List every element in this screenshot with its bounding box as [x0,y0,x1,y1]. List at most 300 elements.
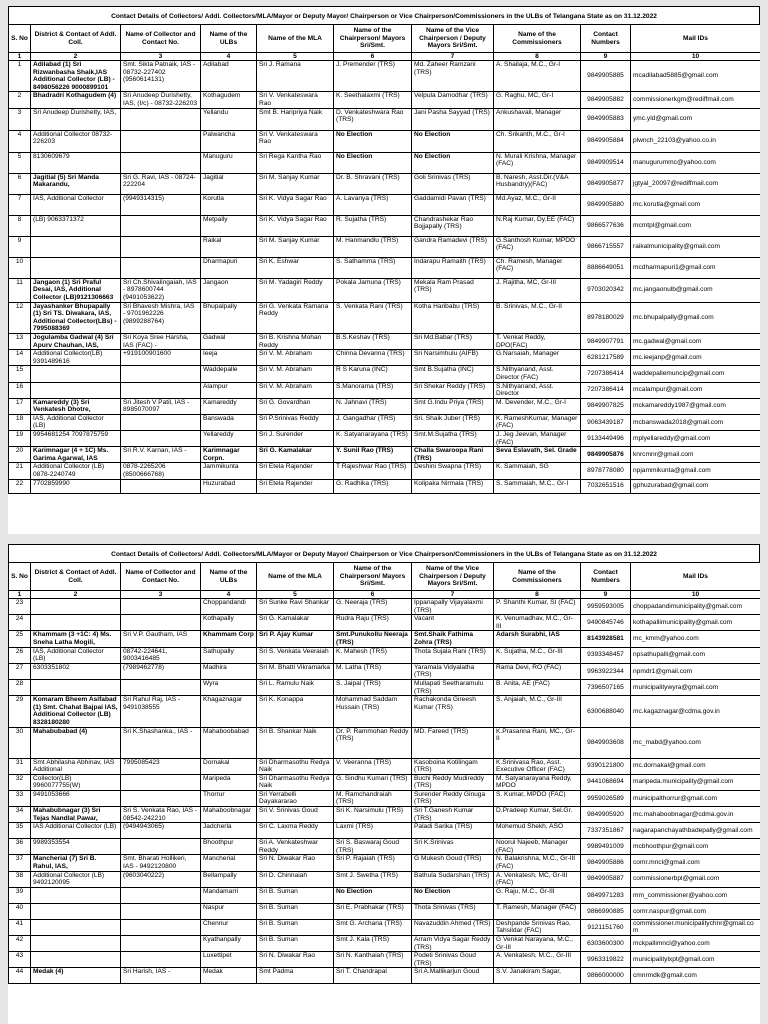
cell-chairperson: Mohammad Saddam Hussain (TRS) [334,696,412,727]
cell-s-no: 39 [9,887,31,903]
cell-vice-chairperson: Sri Shekar Reddy (TRS) [412,382,494,398]
cell-mail-id[interactable]: choppadandimunicipality@gmail.com [631,599,761,615]
cell-s-no: 33 [9,790,31,806]
header-contact-number: Contact Numbers [581,25,631,53]
cell-mail-id[interactable]: raikalmunicipality@gmail.com [631,236,761,257]
cell-mail-id[interactable]: commissionerkgm@rediffmail.com [631,92,761,108]
cell-collector: (9494943065) [121,823,201,839]
cell-commissioner: Adarsh Surabhi, IAS [494,631,581,647]
cell-chairperson: No Election [334,887,412,903]
header-mla-name: Name of the MLA [257,25,334,53]
cell-commissioner: Ch. Srikanth, M.C., Gr-I [494,130,581,152]
table-header [9,563,761,599]
cell-ulb-name: Metpally [201,215,257,236]
cell-mla-name: Smt B. Haripriya Naik [257,108,334,130]
column-number: 6 [334,591,412,599]
table-row [9,839,761,855]
cell-commissioner: M. Devender, M.C., Gr-I [494,398,581,414]
cell-ulb-name: Mahaboobnagar [201,807,257,823]
cell-mla-name: Smt Padma [257,968,334,984]
cell-district-contact: IAS, Additional Collector [31,194,121,215]
cell-contact-number: 9849905883 [581,108,631,130]
cell-s-no: 31 [9,758,31,774]
header-ulb-name: Name of the ULBs [201,563,257,591]
cell-mla-name: Sri M. Bhatti Vikramarka [257,663,334,679]
cell-mail-id[interactable]: maripeda.municipality@gmail.com [631,774,761,790]
cell-mail-id[interactable]: municipalitywyra@gmail.com [631,679,761,695]
cell-vice-chairperson: Vacant [412,615,494,631]
cell-district-contact: IAS, Additional Collector (LB) [31,647,121,663]
table-header [9,25,761,61]
table-row [9,936,761,952]
cell-collector [121,936,201,952]
cell-contact-number: 9849909514 [581,152,631,173]
cell-collector: 7995085423 [121,758,201,774]
cell-commissioner: P. Shanthi Kumar, SI (FAC) [494,599,581,615]
cell-commissioner: S.Nithyanand, Asst. Director [494,382,581,398]
cell-mla-name: Sri B. Suman [257,903,334,919]
cell-collector [121,774,201,790]
cell-chairperson: Sri K. Narsimulu (TRS) [334,807,412,823]
cell-collector [121,130,201,152]
cell-mla-name: Sri S. Venkata Veeraiah [257,647,334,663]
cell-mla-name: Sri G. Venkata Ramana Reddy [257,302,334,333]
column-number: 8 [494,53,581,61]
cell-chairperson: Sri P. Rajaiah (TRS) [334,855,412,871]
cell-vice-chairperson: Thota Sujala Rani (TRS) [412,647,494,663]
header-collector: Name of Collector and Contact No. [121,25,201,53]
cell-ulb-name: Medak [201,968,257,984]
cell-ulb-name: Karimnagar Corpn. [201,447,257,463]
table-row [9,108,761,130]
cell-mail-id[interactable]: cmnrmdk@gmail.com [631,968,761,984]
cell-mail-id[interactable]: mckamareddy1987@gmail.com [631,398,761,414]
cell-commissioner: B. Naresh, Asst.Dir.(V&A Husbandry)(FAC) [494,173,581,194]
cell-district-contact [31,919,121,935]
cell-mail-id[interactable]: commissioner.municipalitychnr@gmail.com [631,919,761,935]
cell-mail-id[interactable]: mc.korutla@gmail.com [631,194,761,215]
cell-chairperson: Dr. P. Rammohan Reddy (TRS) [334,727,412,758]
cell-district-contact: Collector(LB) 9960077755(W) [31,774,121,790]
cell-vice-chairperson: Thota Srinivas (TRS) [412,903,494,919]
cell-commissioner: N. Murali Krishna, Manager (FAC) [494,152,581,173]
cell-collector [121,903,201,919]
cell-collector [121,839,201,855]
cell-commissioner: Deshpande Srinivas Rao, Tahsildar (FAC) [494,919,581,935]
cell-mail-id[interactable]: npmdr1@gmail.com [631,663,761,679]
cell-vice-chairperson: Gaddamidi Pavan (TRS) [412,194,494,215]
cell-mail-id[interactable]: mc.gadwal@gmail.com [631,333,761,349]
cell-chairperson: K. Seethalaxmi (TRS) [334,92,412,108]
cell-contact-number: 9849903608 [581,727,631,758]
sheet-title: Contact Details of Collectors/ Addl. Collectors/MLA/Mayor or Deputy Mayor/ Chairperson or Vice Chairperson/Commissioners in the ULBs of Telangana State as on 31.12.2022 [8,6,760,24]
cell-district-contact: 9954681254 7097875759 [31,431,121,447]
cell-mail-id[interactable]: ymc.yld@gmail.com [631,108,761,130]
cell-mail-id[interactable]: kothapallimunicipality@gmail.com [631,615,761,631]
cell-commissioner: S. Sammaiah, M.C., Gr-I [494,479,581,493]
cell-commissioner: Ch. Ramesh, Manager (FAC) [494,257,581,278]
cell-district-contact: 9989353554 [31,839,121,855]
cell-mail-id[interactable]: npjammikunta@gmail.com [631,463,761,479]
cell-commissioner: J. Rajitha, MC, Gr-III [494,278,581,302]
column-number: 6 [334,53,412,61]
cell-ulb-name: Kothagudem [201,92,257,108]
cell-s-no: 9 [9,236,31,257]
cell-mail-id[interactable]: mc.mahaboobnagar@cdma.gov.in [631,807,761,823]
cell-district-contact: Kamareddy (3) Sri Venkatesh Dhotre, [31,398,121,414]
cell-mail-id[interactable]: comr.mncl@gmail.com [631,855,761,871]
cell-collector: 08742-224641, 9003416485 [121,647,201,663]
cell-s-no: 21 [9,463,31,479]
cell-chairperson: No Election [334,130,412,152]
cell-mail-id[interactable]: mcadilabad5885@gmail.com [631,61,761,92]
cell-commissioner: J. Jeg Jeevan, Manager (FAC) [494,431,581,447]
cell-district-contact: IAS Additional Collector (LB) [31,823,121,839]
cell-chairperson: J. Premender (TRS) [334,61,412,92]
cell-mail-id[interactable]: plwnch_22103@yahoo.co.in [631,130,761,152]
cell-mail-id[interactable]: mcalampur@gmail.com [631,382,761,398]
cell-district-contact: Additional Collector (LB) 0878-2240749 [31,463,121,479]
cell-contact-number: 8978778080 [581,463,631,479]
cell-vice-chairperson: Paladi Sarika (TRS) [412,823,494,839]
sheet-page-1 [8,6,760,534]
cell-vice-chairperson: Kotha Haribabu (TRS) [412,302,494,333]
table-row [9,615,761,631]
cell-contact-number: 9866715557 [581,236,631,257]
cell-chairperson: N. Jahnavi (TRS) [334,398,412,414]
cell-s-no: 24 [9,615,31,631]
cell-ulb-name: Luxettipet [201,952,257,968]
cell-chairperson: Laxmi (TRS) [334,823,412,839]
table-row [9,647,761,663]
cell-mla-name: Sri B. Suman [257,936,334,952]
cell-chairperson: Rudra Raju (TRS) [334,615,412,631]
cell-s-no: 41 [9,919,31,935]
cell-contact-number: 9866990885 [581,903,631,919]
cell-vice-chairperson: Velpula Damodhar (TRS) [412,92,494,108]
cell-vice-chairperson: Podeti Srinivas Goud (TRS) [412,952,494,968]
cell-mail-id[interactable]: gphuzurabad@gmail.com [631,479,761,493]
cell-collector [121,919,201,935]
contacts-table [8,562,760,984]
cell-chairperson: A. Lavanya (TRS) [334,194,412,215]
column-number: 2 [31,591,121,599]
column-number: 10 [631,591,761,599]
column-number: 4 [201,591,257,599]
cell-district-contact: Jangaon (1) Sri Praful Desai, IAS, Additional Collector (LB)9121306663 [31,278,121,302]
cell-chairperson: S.Manorama (TRS) [334,382,412,398]
table-row [9,807,761,823]
table-body [9,61,761,494]
table-row [9,727,761,758]
cell-vice-chairperson: No Election [412,130,494,152]
cell-mail-id[interactable]: mc.dornakal@gmail.com [631,758,761,774]
cell-collector: Sri G. Ravi, IAS - 08724-222204 [121,173,201,194]
cell-mail-id[interactable]: commissionerbpl@gmail.com [631,871,761,887]
cell-chairperson: Pokala Jamuna (TRS) [334,278,412,302]
cell-s-no: 11 [9,278,31,302]
cell-chairperson: Chinna Devanna (TRS) [334,350,412,366]
cell-vice-chairperson: Navazuddin Ahmed (TRS) [412,919,494,935]
cell-commissioner: K. Venumadhav, M.C., Gr-III [494,615,581,631]
cell-collector: Sri R.V. Karnan, IAS - [121,447,201,463]
cell-vice-chairperson: Ippanapally Vijayalaxmi (TRS) [412,599,494,615]
cell-mail-id[interactable]: mcmtpl@gmail.com [631,215,761,236]
table-row [9,302,761,333]
cell-collector: Sri Rahul Raj, IAS - 9491038555 [121,696,201,727]
cell-district-contact: Additional Collector 08732-226203 [31,130,121,152]
cell-ulb-name: Kamareddy [201,398,257,414]
cell-commissioner: Md.Ayaz, M.C., Gr-II [494,194,581,215]
cell-vice-chairperson: Sri. Shaik Juber (TRS) [412,414,494,430]
cell-contact-number: 9849905880 [581,194,631,215]
cell-mail-id[interactable]: mplyellareddy@gmail.com [631,431,761,447]
cell-contact-number: 9849905920 [581,807,631,823]
cell-district-contact: (LB) 9063371372 [31,215,121,236]
cell-district-contact [31,679,121,695]
table-row [9,130,761,152]
cell-vice-chairperson: No Election [412,152,494,173]
cell-vice-chairperson: Smt.M.Sujatha (TRS) [412,431,494,447]
header-chairperson: Name of the Chairperson/ Mayors Sri/Smt. [334,25,412,53]
cell-mail-id[interactable]: nagarapanchayathbadepally@gmail.com [631,823,761,839]
cell-mla-name: Sri Yerrabelli Dayakararao [257,790,334,806]
cell-ulb-name: Yellareddy [201,431,257,447]
cell-district-contact [31,366,121,382]
cell-chairperson: K. Mahesh (TRS) [334,647,412,663]
cell-contact-number: 6300688040 [581,696,631,727]
cell-mla-name: Sri J. Surender [257,431,334,447]
header-ulb-name: Name of the ULBs [201,25,257,53]
cell-mla-name: Sri A. Venkateshwar Reddy [257,839,334,855]
cell-ulb-name: Alampur [201,382,257,398]
cell-chairperson: G. Radhika (TRS) [334,479,412,493]
cell-ulb-name: Korutla [201,194,257,215]
cell-chairperson: S. Venkata Rani (TRS) [334,302,412,333]
cell-mail-id[interactable]: jgtyal_20097@rediffmail.com [631,173,761,194]
header-row [9,25,761,53]
cell-mail-id[interactable]: mc.kagaznagar@cdma.gov.in [631,696,761,727]
cell-chairperson: S. Jaipal (TRS) [334,679,412,695]
cell-mla-name: Sri N. Diwakar Rao [257,855,334,871]
cell-chairperson: D. Venkateshwara Rao (TRS) [334,108,412,130]
cell-contact-number: 9963319822 [581,952,631,968]
cell-contact-number: 9703020342 [581,278,631,302]
cell-mla-name: Sri B. Suman [257,919,334,935]
cell-district-contact [31,887,121,903]
cell-district-contact: Komaram Bheem Asifabad (1) Smt. Chahat Bajpai IAS, Additional Collector (LB) 8328180280 [31,696,121,727]
cell-mla-name: Sri M. Sanjay Kumar [257,173,334,194]
cell-s-no: 7 [9,194,31,215]
cell-contact-number: 9849971283 [581,887,631,903]
cell-mail-id[interactable]: mckpallimncl@yahoo.com [631,936,761,952]
sheet-page-2 [8,544,760,1024]
cell-contact-number: 7396507165 [581,679,631,695]
header-commissioner: Name of the Commissioners [494,25,581,53]
header-district-contact: District & Contact of Addl. Coll. [31,25,121,53]
cell-mail-id[interactable]: npsathupalli@gmail.com [631,647,761,663]
cell-collector: Sri V.P. Gautham, IAS [121,631,201,647]
cell-vice-chairperson: Jani Pasha Sayyad (TRS) [412,108,494,130]
cell-collector [121,108,201,130]
cell-contact-number: 8886649051 [581,257,631,278]
column-number: 7 [412,591,494,599]
table-row [9,257,761,278]
cell-mail-id[interactable]: manugurummc@yahoo.com [631,152,761,173]
cell-mail-id[interactable]: mc_mabd@yahoo.com [631,727,761,758]
cell-mail-id[interactable]: knrcmnr@gmail.com [631,447,761,463]
cell-commissioner: G. Raghu, MC, Gr-I [494,92,581,108]
column-number: 1 [9,591,31,599]
cell-collector: Sri Harish, IAS - [121,968,201,984]
cell-contact-number: 8143928581 [581,631,631,647]
cell-mail-id[interactable]: mcbhoothpur@gmail.com [631,839,761,855]
cell-s-no: 13 [9,333,31,349]
cell-vice-chairperson: Smt.Shaik Fathima Zohra (TRS) [412,631,494,647]
cell-mail-id[interactable]: municipalthorrur@gmail.com [631,790,761,806]
cell-contact-number: 6303600300 [581,936,631,952]
cell-s-no: 20 [9,447,31,463]
cell-s-no: 28 [9,679,31,695]
cell-commissioner: G Venkat Narayana, M.C., Gr-III [494,936,581,952]
cell-s-no: 35 [9,823,31,839]
cell-ulb-name: Raikal [201,236,257,257]
cell-ulb-name: Jammikunta [201,463,257,479]
cell-vice-chairperson: No Election [412,887,494,903]
cell-mail-id[interactable]: mcbanswada2018@gmail.com [631,414,761,430]
cell-s-no: 2 [9,92,31,108]
cell-collector: Sri S. Venkata Rao, IAS - 08542-242210 [121,807,201,823]
cell-vice-chairperson: Challa Swaroopa Rani (TRS) [412,447,494,463]
table-row [9,366,761,382]
cell-chairperson: K. Satyanarayana (TRS) [334,431,412,447]
cell-mail-id[interactable]: municipalitylxpt@gmail.com [631,952,761,968]
cell-vice-chairperson: Kolipaka Nirmala (TRS) [412,479,494,493]
table-row [9,398,761,414]
cell-vice-chairperson: Md. Zaheer Ramzani (TRS) [412,61,494,92]
cell-mla-name: Sri K. Vidya Sagar Rao [257,194,334,215]
cell-contact-number: 9866000000 [581,968,631,984]
cell-collector [121,257,201,278]
cell-ulb-name: Adilabad [201,61,257,92]
cell-district-contact: 6303351802 [31,663,121,679]
table-row [9,823,761,839]
column-number: 9 [581,591,631,599]
header-chairperson: Name of the Chairperson/ Mayors Sri/Smt. [334,563,412,591]
table-row [9,952,761,968]
cell-mail-id[interactable]: mc.ieejanp@gmail.com [631,350,761,366]
cell-mla-name: Sri M. Yadagiri Reddy [257,278,334,302]
cell-collector [121,414,201,430]
cell-mla-name: Sri J. Ramana [257,61,334,92]
cell-mla-name: Sri B. Krishna Mohan Reddy [257,333,334,349]
table-row [9,631,761,647]
header-s-no: S. No [9,25,31,53]
table-row [9,152,761,173]
cell-vice-chairperson: Goli Srinivas (TRS) [412,173,494,194]
cell-collector: (7989462778) [121,663,201,679]
cell-mail-id[interactable]: mm_commissioner@yahoo.com [631,887,761,903]
cell-mail-id[interactable]: waddepallemuncip@gmail.com [631,366,761,382]
cell-collector [121,615,201,631]
cell-vice-chairperson: Gandra Ramadevi (TRS) [412,236,494,257]
cell-ulb-name: Kyathanpally [201,936,257,952]
cell-chairperson: T Rajeshwar Rao (TRS) [334,463,412,479]
cell-district-contact: 8130609679 [31,152,121,173]
cell-ulb-name: Mahaboobabad [201,727,257,758]
cell-mla-name: Sri K. Eshwar [257,257,334,278]
cell-vice-chairperson: Kasoboina Kotilingam (TRS) [412,758,494,774]
cell-mla-name: Sri Etela Rajender [257,479,334,493]
column-number-row [9,53,761,61]
cell-contact-number: 9490845746 [581,615,631,631]
cell-mla-name: Sri K. Vidya Sagar Rao [257,215,334,236]
cell-contact-number: 9441068694 [581,774,631,790]
cell-chairperson: M. Hanmandlu (TRS) [334,236,412,257]
cell-collector: Sri Jitesh V Patil, IAS - 8985070097 [121,398,201,414]
cell-mail-id[interactable]: mc_kmm@yahoo.com [631,631,761,647]
cell-s-no: 17 [9,398,31,414]
header-commissioner: Name of the Commissioners [494,563,581,591]
cell-collector [121,431,201,447]
cell-commissioner: Noorul Najeeb, Manager (FAC) [494,839,581,855]
column-number: 8 [494,591,581,599]
cell-chairperson: Y. Sunil Rao (TRS) [334,447,412,463]
cell-collector [121,236,201,257]
cell-collector: Sri Bhavesh Mishra, IAS - 9701962226 (9899288764) [121,302,201,333]
cell-mail-id[interactable]: mc.jangaonulb@gmail.com [631,278,761,302]
cell-s-no: 37 [9,855,31,871]
cell-mla-name: Sri Dharmasothu Redya Naik [257,758,334,774]
cell-ulb-name: Khammam Corp [201,631,257,647]
table-row [9,479,761,493]
cell-commissioner: S.V. Janakiram Sagar, [494,968,581,984]
cell-vice-chairperson: Sri K.Srinivas [412,839,494,855]
cell-chairperson: Smt J. Kala (TRS) [334,936,412,952]
cell-mail-id[interactable]: mcdharmapuri1@gmail.com [631,257,761,278]
cell-commissioner: A. Shailaja, M.C., Gr-I [494,61,581,92]
cell-collector [121,366,201,382]
table-row [9,758,761,774]
cell-s-no: 22 [9,479,31,493]
cell-mail-id[interactable]: mc.bhupalpally@gmail.com [631,302,761,333]
cell-collector [121,479,201,493]
cell-s-no: 26 [9,647,31,663]
cell-s-no: 42 [9,936,31,952]
cell-mla-name: Sri N. Diwakar Rao [257,952,334,968]
cell-collector: Smt. Sikta Patnaik, IAS - 08732-227402 (9560614131) [121,61,201,92]
table-row [9,599,761,615]
table-row [9,173,761,194]
cell-s-no: 30 [9,727,31,758]
table-row [9,679,761,695]
cell-s-no: 44 [9,968,31,984]
column-number: 2 [31,53,121,61]
cell-vice-chairperson: Sri Narsimhulu (AIFB) [412,350,494,366]
cell-district-contact: 7702859990 [31,479,121,493]
header-collector: Name of Collector and Contact No. [121,563,201,591]
column-number: 5 [257,591,334,599]
cell-contact-number: 7032651516 [581,479,631,493]
cell-contact-number: 9849905887 [581,871,631,887]
cell-mail-id[interactable]: comr.naspur@gmail.com [631,903,761,919]
cell-mla-name: Sri Etela Rajender [257,463,334,479]
cell-contact-number: 9959026589 [581,790,631,806]
cell-collector: Smt. Bharati Hollikeri, IAS - 9492120800 [121,855,201,871]
cell-commissioner: Rama Devi, RO (FAC) [494,663,581,679]
cell-commissioner: B. Srinivas, M.C., Gr-II [494,302,581,333]
cell-s-no: 32 [9,774,31,790]
